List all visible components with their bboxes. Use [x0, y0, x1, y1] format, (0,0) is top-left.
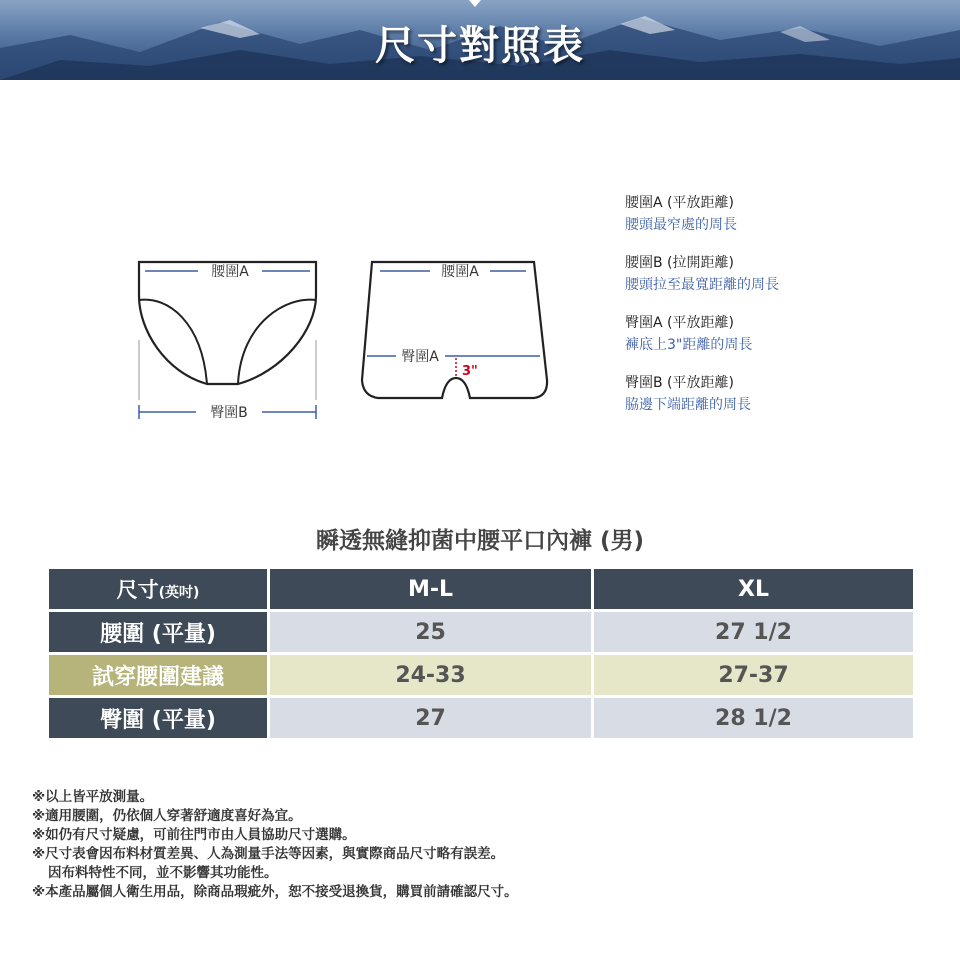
note-line: ※以上皆平放測量。 — [32, 789, 154, 805]
notes-section — [32, 788, 932, 902]
header-size-label: 尺寸 — [116, 578, 159, 602]
table-row — [49, 655, 913, 695]
header-size-cell — [49, 569, 267, 609]
table-row — [49, 698, 913, 738]
table-row — [49, 612, 913, 652]
cell-value: 27 — [267, 698, 591, 738]
cell-value: 24-33 — [267, 655, 591, 695]
brief-diagram — [139, 262, 316, 421]
garment-diagram — [0, 0, 600, 440]
trunk-hip-label: 臀圍A — [401, 349, 439, 365]
cell-value: 28 1/2 — [591, 698, 913, 738]
legend-item — [625, 192, 945, 236]
measurement-legend — [625, 192, 945, 432]
note-line: ※本產品屬個人衛生用品，除商品瑕疵外，恕不接受退換貨，購買前請確認尺寸。 — [32, 884, 518, 900]
cell-value: 27-37 — [591, 655, 913, 695]
cell-value: 25 — [267, 612, 591, 652]
cell-value: 27 1/2 — [591, 612, 913, 652]
header-col-ml: M-L — [267, 569, 591, 609]
row-label: 試穿腰圍建議 — [49, 655, 267, 695]
legend-desc: 褲底上3"距離的周長 — [625, 337, 753, 353]
note-line: 因布料特性不同，並不影響其功能性。 — [48, 865, 278, 881]
legend-desc: 腰頭拉至最寬距離的周長 — [625, 277, 779, 293]
legend-term: 臀圍A (平放距離) — [625, 315, 734, 331]
product-title: 瞬透無縫抑菌中腰平口內褲 (男) — [315, 528, 645, 554]
legend-term: 臀圍B (平放距離) — [625, 375, 734, 391]
trunk-offset-label: 3" — [462, 364, 478, 379]
table-header-row — [49, 569, 913, 609]
legend-term: 腰圍B (拉開距離) — [625, 255, 734, 271]
legend-item — [625, 372, 945, 416]
trunk-waist-label: 腰圍A — [441, 264, 479, 280]
size-table — [49, 566, 913, 741]
trunk-diagram — [362, 262, 547, 398]
note-line: ※適用腰圍，仍依個人穿著舒適度喜好為宜。 — [32, 808, 302, 824]
note-line: ※如仍有尺寸疑慮，可前往門市由人員協助尺寸選購。 — [32, 827, 356, 843]
legend-item — [625, 312, 945, 356]
brief-hip-label: 臀圍B — [210, 405, 248, 421]
row-label: 臀圍 (平量) — [49, 698, 267, 738]
brief-waist-label: 腰圍A — [211, 264, 249, 280]
page-title: 尺寸對照表 — [375, 23, 585, 69]
legend-term: 腰圍A (平放距離) — [625, 195, 734, 211]
legend-desc: 腰頭最窄處的周長 — [625, 217, 737, 233]
legend-item — [625, 252, 945, 296]
header-unit-label: (英吋) — [158, 585, 200, 601]
row-label: 腰圍 (平量) — [49, 612, 267, 652]
header-col-xl: XL — [591, 569, 913, 609]
note-line: ※尺寸表會因布料材質差異、人為測量手法等因素，與實際商品尺寸略有誤差。 — [32, 846, 505, 862]
legend-desc: 脇邊下端距離的周長 — [625, 397, 751, 413]
